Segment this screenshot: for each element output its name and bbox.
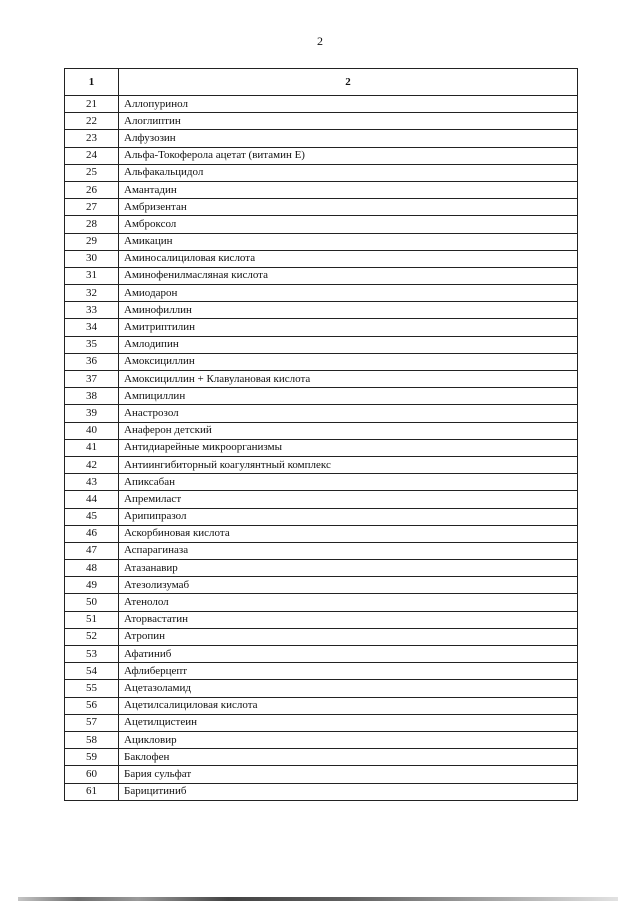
drug-name: Анаферон детский xyxy=(119,422,578,439)
table-row xyxy=(65,646,578,663)
drug-name: Алфузозин xyxy=(119,130,578,147)
drug-name: Бария сульфат xyxy=(119,766,578,783)
drug-name: Антидиарейные микроорганизмы xyxy=(119,439,578,456)
drug-list-table xyxy=(64,68,578,801)
table-row xyxy=(65,783,578,800)
drug-name: Амбризентан xyxy=(119,199,578,216)
table-row xyxy=(65,405,578,422)
row-number: 43 xyxy=(65,474,119,491)
drug-name: Аспарагиназа xyxy=(119,542,578,559)
table-row xyxy=(65,96,578,113)
row-number: 53 xyxy=(65,646,119,663)
drug-name: Анастрозол xyxy=(119,405,578,422)
drug-name: Атазанавир xyxy=(119,560,578,577)
row-number: 41 xyxy=(65,439,119,456)
drug-name: Ацетилсалициловая кислота xyxy=(119,697,578,714)
table-row xyxy=(65,302,578,319)
drug-name: Ампициллин xyxy=(119,388,578,405)
row-number: 32 xyxy=(65,285,119,302)
row-number: 46 xyxy=(65,525,119,542)
table-row xyxy=(65,113,578,130)
row-number: 21 xyxy=(65,96,119,113)
table-row xyxy=(65,353,578,370)
table-row xyxy=(65,199,578,216)
drug-name: Апиксабан xyxy=(119,474,578,491)
table-row xyxy=(65,456,578,473)
drug-name: Амантадин xyxy=(119,181,578,198)
drug-name: Атенолол xyxy=(119,594,578,611)
row-number: 61 xyxy=(65,783,119,800)
row-number: 30 xyxy=(65,250,119,267)
table-row xyxy=(65,766,578,783)
drug-name: Ацетилцистеин xyxy=(119,714,578,731)
row-number: 47 xyxy=(65,542,119,559)
drug-name: Аллопуринол xyxy=(119,96,578,113)
page-number: 2 xyxy=(317,34,323,48)
table-row xyxy=(65,714,578,731)
table-row xyxy=(65,577,578,594)
row-number: 33 xyxy=(65,302,119,319)
row-number: 55 xyxy=(65,680,119,697)
drug-name: Ацикловир xyxy=(119,731,578,748)
drug-name: Арипипразол xyxy=(119,508,578,525)
row-number: 52 xyxy=(65,628,119,645)
row-number: 39 xyxy=(65,405,119,422)
table-row xyxy=(65,474,578,491)
table-row xyxy=(65,611,578,628)
table-row xyxy=(65,491,578,508)
table-row xyxy=(65,388,578,405)
row-number: 31 xyxy=(65,267,119,284)
column-header-name: 2 xyxy=(119,69,578,96)
table-row xyxy=(65,542,578,559)
drug-name: Афатиниб xyxy=(119,646,578,663)
table-body xyxy=(65,96,578,801)
drug-name: Амоксициллин + Клавулановая кислота xyxy=(119,371,578,388)
table-row xyxy=(65,560,578,577)
drug-name: Барицитиниб xyxy=(119,783,578,800)
row-number: 49 xyxy=(65,577,119,594)
table-row xyxy=(65,130,578,147)
row-number: 57 xyxy=(65,714,119,731)
table-header-row xyxy=(65,69,578,96)
row-number: 38 xyxy=(65,388,119,405)
row-number: 26 xyxy=(65,181,119,198)
column-header-number: 1 xyxy=(65,69,119,96)
table-row xyxy=(65,680,578,697)
table-row xyxy=(65,285,578,302)
drug-name: Ацетазоламид xyxy=(119,680,578,697)
row-number: 44 xyxy=(65,491,119,508)
table-row xyxy=(65,319,578,336)
table-row xyxy=(65,749,578,766)
table-row xyxy=(65,422,578,439)
row-number: 48 xyxy=(65,560,119,577)
row-number: 24 xyxy=(65,147,119,164)
drug-name: Амброксол xyxy=(119,216,578,233)
drug-name: Афлиберцепт xyxy=(119,663,578,680)
row-number: 51 xyxy=(65,611,119,628)
table-row xyxy=(65,336,578,353)
row-number: 25 xyxy=(65,164,119,181)
row-number: 27 xyxy=(65,199,119,216)
drug-name: Альфа-Токоферола ацетат (витамин Е) xyxy=(119,147,578,164)
drug-name: Аминофенилмасляная кислота xyxy=(119,267,578,284)
drug-name: Баклофен xyxy=(119,749,578,766)
table-row xyxy=(65,663,578,680)
row-number: 60 xyxy=(65,766,119,783)
drug-name: Атропин xyxy=(119,628,578,645)
table-row xyxy=(65,594,578,611)
row-number: 28 xyxy=(65,216,119,233)
table-row xyxy=(65,216,578,233)
drug-name: Амитриптилин xyxy=(119,319,578,336)
drug-name: Аминофиллин xyxy=(119,302,578,319)
table-row xyxy=(65,697,578,714)
table-row xyxy=(65,250,578,267)
row-number: 29 xyxy=(65,233,119,250)
drug-name: Алоглиптин xyxy=(119,113,578,130)
row-number: 56 xyxy=(65,697,119,714)
drug-name: Альфакальцидол xyxy=(119,164,578,181)
row-number: 50 xyxy=(65,594,119,611)
table-row xyxy=(65,628,578,645)
row-number: 23 xyxy=(65,130,119,147)
table-row xyxy=(65,439,578,456)
table-row xyxy=(65,233,578,250)
table-row xyxy=(65,508,578,525)
drug-name: Аминосалициловая кислота xyxy=(119,250,578,267)
drug-name: Амикацин xyxy=(119,233,578,250)
table-row xyxy=(65,525,578,542)
table-row xyxy=(65,181,578,198)
row-number: 54 xyxy=(65,663,119,680)
drug-name: Апремиласт xyxy=(119,491,578,508)
drug-name: Аскорбиновая кислота xyxy=(119,525,578,542)
drug-name: Антиингибиторный коагулянтный комплекс xyxy=(119,456,578,473)
row-number: 37 xyxy=(65,371,119,388)
table-row xyxy=(65,267,578,284)
row-number: 36 xyxy=(65,353,119,370)
drug-name: Атезолизумаб xyxy=(119,577,578,594)
drug-name: Амлодипин xyxy=(119,336,578,353)
scan-artifact-line xyxy=(18,897,618,901)
drug-name: Аторвастатин xyxy=(119,611,578,628)
row-number: 35 xyxy=(65,336,119,353)
table-row xyxy=(65,371,578,388)
table-row xyxy=(65,164,578,181)
row-number: 45 xyxy=(65,508,119,525)
row-number: 22 xyxy=(65,113,119,130)
row-number: 42 xyxy=(65,456,119,473)
drug-name: Амоксициллин xyxy=(119,353,578,370)
table-row xyxy=(65,731,578,748)
row-number: 58 xyxy=(65,731,119,748)
row-number: 34 xyxy=(65,319,119,336)
drug-name: Амиодарон xyxy=(119,285,578,302)
row-number: 40 xyxy=(65,422,119,439)
row-number: 59 xyxy=(65,749,119,766)
table-row xyxy=(65,147,578,164)
